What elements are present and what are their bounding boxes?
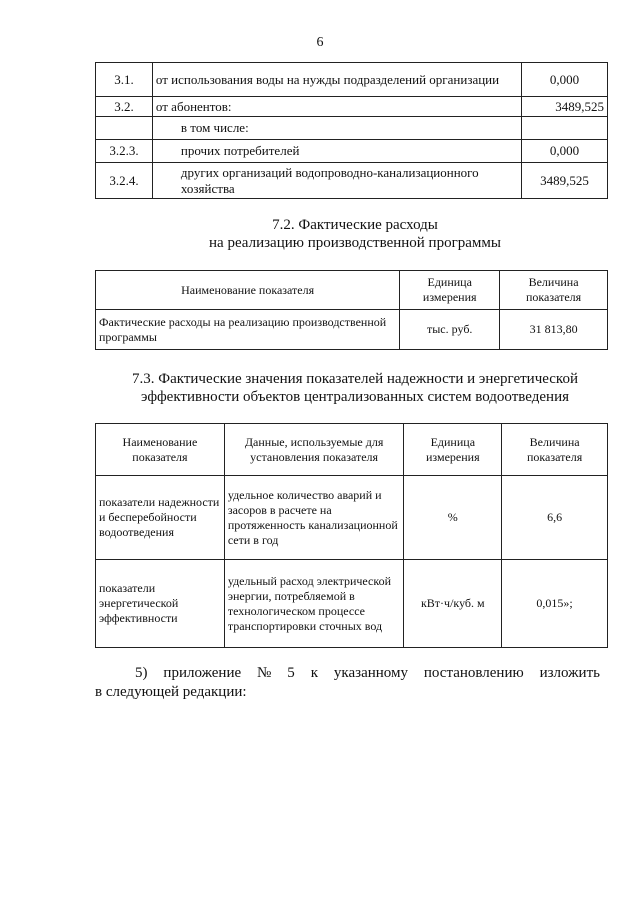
row-label: от использования воды на нужды подразделений организации	[152, 63, 521, 97]
indicator-unit: кВт·ч/куб. м	[404, 560, 502, 648]
row-number	[96, 117, 153, 140]
table-row	[96, 310, 608, 350]
row-value: 0,000	[522, 140, 608, 163]
indicator-data: удельное количество аварий и засоров в расчете на протяженность канализационной сети в год	[224, 476, 404, 560]
expenses-table	[95, 270, 608, 350]
column-header: Единица измерения	[400, 271, 500, 310]
table-row	[96, 163, 608, 199]
heading-line: эффективности объектов централизованных систем водоотведения	[140, 389, 569, 405]
table-row	[96, 63, 608, 97]
paragraph-word: №	[257, 665, 272, 681]
paragraph-line: в следующей редакции:	[95, 684, 247, 700]
row-label: от абонентов:	[152, 97, 521, 117]
table-header-row	[96, 271, 608, 310]
row-number: 3.2.4.	[96, 163, 153, 199]
row-number: 3.2.3.	[96, 140, 153, 163]
heading-line: 7.3. Фактические значения показателей надежности и энергетической	[132, 371, 578, 387]
reliability-table	[95, 423, 608, 648]
paragraph-word: постановлению	[423, 665, 524, 681]
paragraph-word: 5	[287, 665, 295, 681]
row-value: 0,000	[522, 63, 608, 97]
table-row	[96, 476, 608, 560]
indicator-unit: %	[404, 476, 502, 560]
table-header-row	[96, 424, 608, 476]
paragraph-word: указанному	[333, 665, 408, 681]
row-value: 3489,525	[522, 97, 608, 117]
row-value	[522, 117, 608, 140]
indicator-name: показатели надежности и бесперебойности водоотведения	[96, 476, 225, 560]
indicator-unit: тыс. руб.	[400, 310, 500, 350]
paragraph-word: 5)	[135, 665, 148, 681]
heading-line: на реализацию производственной программы	[209, 235, 501, 251]
paragraph-word: приложение	[163, 665, 242, 681]
column-header: Единица измерения	[404, 424, 502, 476]
section-7-3-heading	[35, 370, 640, 406]
section-7-2-heading	[35, 216, 640, 252]
column-header: Данные, используемые для установления показателя	[224, 424, 404, 476]
row-number: 3.2.	[96, 97, 153, 117]
row-value: 3489,525	[522, 163, 608, 199]
row-label: в том числе:	[152, 117, 521, 140]
column-header: Величина показателя	[500, 271, 608, 310]
paragraph-word: изложить	[539, 665, 600, 681]
row-label: других организаций водопроводно-канализационного хозяйства	[152, 163, 521, 199]
column-header: Величина показателя	[502, 424, 608, 476]
indicator-name: показатели энергетической эффективности	[96, 560, 225, 648]
table-row	[96, 560, 608, 648]
table-row	[96, 117, 608, 140]
column-header: Наименование показателя	[96, 271, 400, 310]
table-row	[96, 97, 608, 117]
indicator-value: 6,6	[502, 476, 608, 560]
heading-line: 7.2. Фактические расходы	[272, 217, 438, 233]
indicator-value: 31 813,80	[500, 310, 608, 350]
row-label: прочих потребителей	[152, 140, 521, 163]
indicator-value: 0,015»;	[502, 560, 608, 648]
revenue-table	[95, 62, 608, 199]
row-number: 3.1.	[96, 63, 153, 97]
column-header: Наименование показателя	[96, 424, 225, 476]
page-number: 6	[316, 35, 324, 50]
indicator-data: удельный расход электрической энергии, потребляемой в технологическом процессе транспортировки сточных вод	[224, 560, 404, 648]
indicator-name: Фактические расходы на реализацию производственной программы	[96, 310, 400, 350]
paragraph-word: к	[310, 665, 318, 681]
paragraph-line	[95, 664, 600, 683]
amendment-paragraph	[95, 664, 600, 702]
table-row	[96, 140, 608, 163]
